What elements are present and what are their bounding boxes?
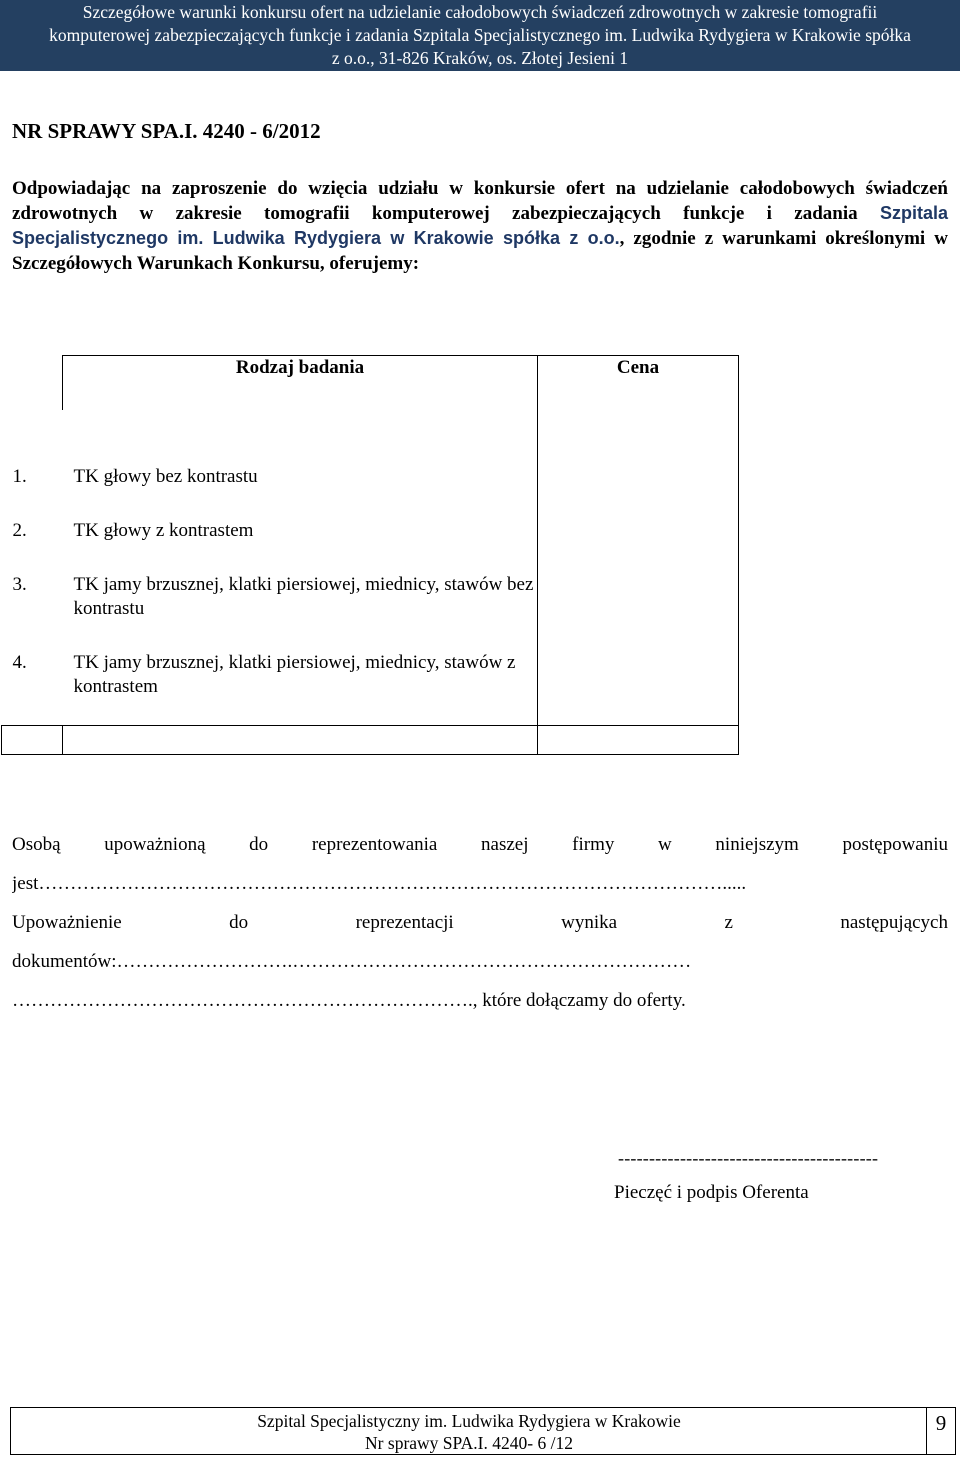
signature-label: Pieczęć i podpis Oferenta (614, 1182, 809, 1203)
signature-line: ------------------------------------------ (618, 1148, 879, 1168)
footer-line-2: Nr sprawy SPA.I. 4240- 6 /12 (365, 1433, 573, 1453)
rep-line-2: jest………………………………………………………………………………………………..... (12, 873, 747, 894)
item-number: 2. (12, 520, 27, 541)
rep-line-5: ………………………………………………………………., które dołączamy do oferty. (12, 990, 686, 1011)
footer-line-1: Szpital Specjalistyczny im. Ludwika Rydygiera w Krakowie (257, 1411, 681, 1431)
price-input-cell[interactable] (538, 410, 739, 726)
table-blank-row (2, 726, 739, 755)
hospital-name: Szpitala Specjalistycznego im. Ludwika Rydygiera w Krakowie spółka z o.o. (12, 203, 948, 248)
header-line-2: komputerowej zabezpieczających funkcje i zadania Szpitala Specjalistycznego im. Ludwika Rydygiera w Krakowie spółka (49, 25, 911, 45)
representation-section (12, 832, 948, 1027)
document-header (0, 0, 960, 71)
document-footer (10, 1407, 956, 1455)
header-line-3: z o.o., 31-826 Kraków, os. Złotej Jesieni 1 (331, 48, 629, 68)
item-number: 1. (12, 466, 27, 487)
table-items-row (2, 410, 739, 726)
item-number: 3. (12, 574, 27, 595)
item-number: 4. (12, 652, 27, 673)
table-header-row (2, 356, 739, 411)
column-header-type: Rodzaj badania (63, 356, 538, 411)
item-text: TK jamy brzusznej, klatki piersiowej, miednicy, stawów bez kontrastu (73, 574, 534, 619)
rep-line-4: dokumentów:……………………….……………………………………………………… (12, 951, 692, 972)
case-number: NR SPRAWY SPA.I. 4240 - 6/2012 (12, 119, 321, 143)
offer-table (1, 355, 739, 755)
rep-line-1: Osobą upoważnioną do reprezentowania naszej firmy w niniejszym postępowaniu (12, 834, 948, 855)
intro-paragraph (12, 176, 948, 276)
item-text: TK głowy z kontrastem (73, 520, 254, 541)
intro-part-1: Odpowiadając na zaproszenie do wzięcia udziału w konkursie ofert na udzielanie całodobowych świadczeń zdrowotnych w zakresie tomografii komputerowej zabezpieczających funkcje i zadania (12, 178, 948, 224)
column-header-price: Cena (538, 356, 739, 411)
intro-part-3: , zgodnie z warunkami określonymi w Szczegółowych Warunkach Konkursu, oferujemy: (12, 228, 948, 274)
header-line-1: Szczegółowe warunki konkursu ofert na udzielanie całodobowych świadczeń zdrowotnych w zakresie tomografii (82, 2, 878, 22)
rep-line-3: Upoważnienie do reprezentacji wynika z następujących (12, 912, 948, 933)
item-text: TK jamy brzusznej, klatki piersiowej, miednicy, stawów z kontrastem (73, 652, 516, 697)
item-text: TK głowy bez kontrastu (73, 466, 258, 487)
footer-text (11, 1410, 927, 1454)
page-number: 9 (926, 1408, 955, 1454)
